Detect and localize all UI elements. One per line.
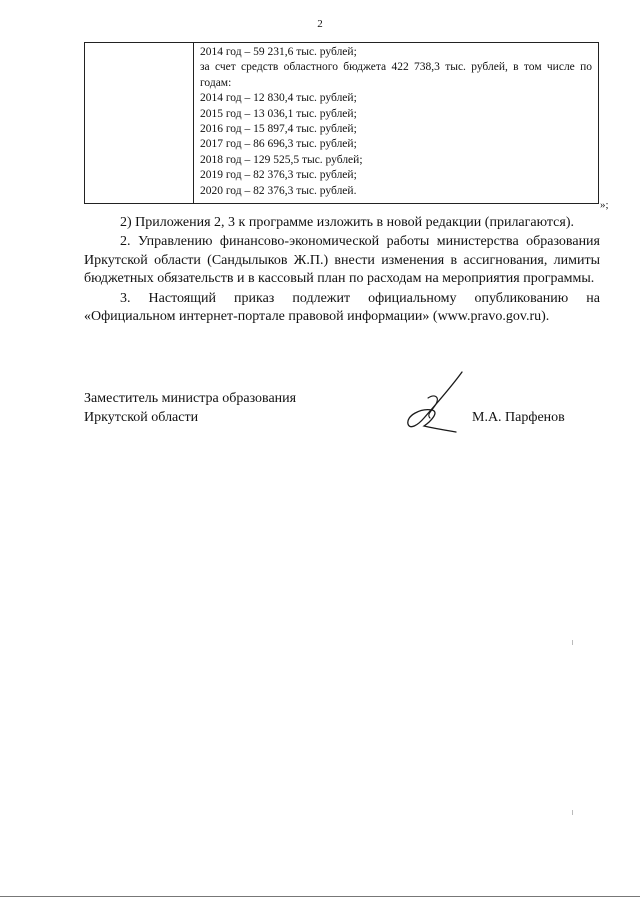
signer-title-line: Заместитель министра образования xyxy=(84,391,297,406)
closing-quote: »; xyxy=(600,199,609,211)
funding-line: 2016 год – 15 897,4 тыс. рублей; xyxy=(200,123,357,136)
funding-line: 2018 год – 129 525,5 тыс. рублей; xyxy=(200,153,363,166)
paragraph-finance-department: 2. Управлению финансово-экономической работы министерства образования Иркутской области (Сандылыков Ж.П.) внести изменения в ассигнования, лимиты бюджетных обязательств и в кассовый план по расходам на мероприятия программы. xyxy=(84,234,600,287)
order-text xyxy=(84,214,600,327)
funding-line: 2017 год – 86 696,3 тыс. рублей; xyxy=(200,138,357,151)
scan-artifact xyxy=(572,640,573,645)
paragraph-publication: 3. Настоящий приказ подлежит официальному опубликованию на «Официальном интернет-портале правовой информации» (www.pravo.gov.ru). xyxy=(84,290,600,325)
signer-title-line: Иркутской области xyxy=(84,410,199,425)
funding-line: 2015 год – 13 036,1 тыс. рублей; xyxy=(200,107,357,120)
funding-table xyxy=(84,42,599,204)
page-number: 2 xyxy=(317,18,323,30)
scan-artifact xyxy=(572,810,573,815)
funding-line: 2014 год – 12 830,4 тыс. рублей; xyxy=(200,92,357,105)
signer-name: М.А. Парфенов xyxy=(472,410,565,425)
table-row xyxy=(85,43,599,204)
paragraph-appendices: 2) Приложения 2, 3 к программе изложить в новой редакции (прилагаются). xyxy=(120,215,574,230)
page-bottom-rule xyxy=(0,896,640,897)
table-cell-empty xyxy=(85,43,194,204)
funding-line: 2020 год – 82 376,3 тыс. рублей. xyxy=(200,184,357,197)
signature-block xyxy=(84,389,600,427)
funding-line: 2014 год – 59 231,6 тыс. рублей; xyxy=(200,46,357,58)
table-cell-funding xyxy=(194,43,599,204)
funding-line: 2019 год – 82 376,3 тыс. рублей; xyxy=(200,169,357,182)
funding-line: за счет средств областного бюджета 422 738,3 тыс. рублей, в том числе по годам: xyxy=(200,61,592,89)
